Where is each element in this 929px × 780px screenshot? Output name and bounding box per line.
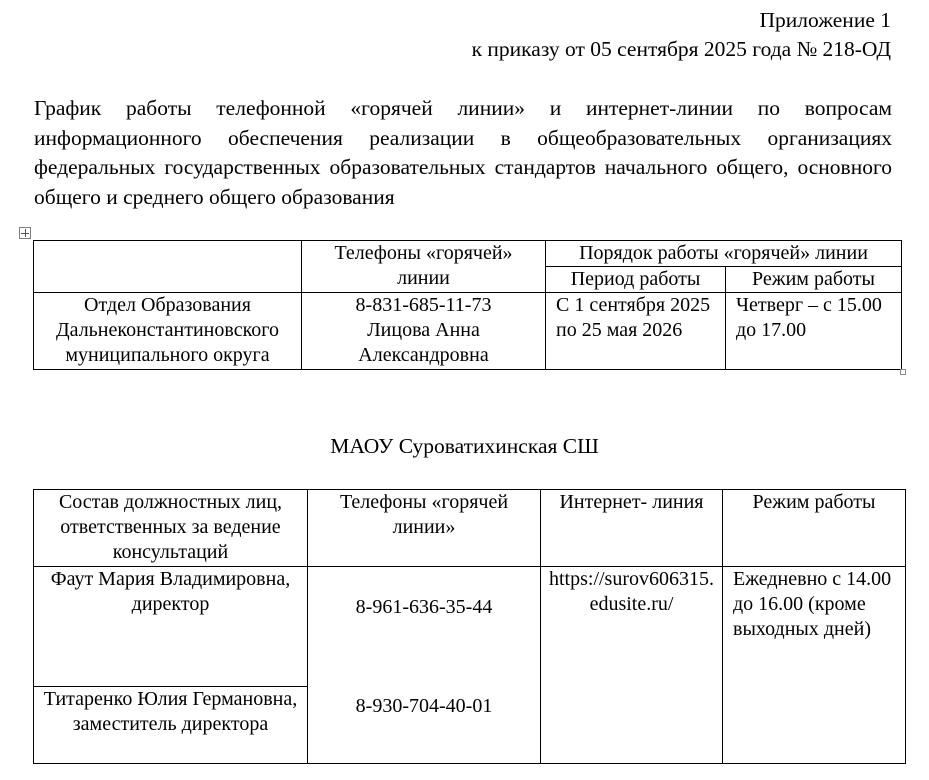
table2-mode-cell: Ежедневно с 14.00 до 16.00 (кроме выходных дней) bbox=[723, 567, 906, 764]
table2-phones-cell bbox=[308, 567, 541, 764]
table1-header-phones: Телефоны «горячей» линии bbox=[302, 241, 546, 293]
table1-contact-cell bbox=[302, 293, 546, 370]
table-row bbox=[34, 567, 906, 687]
school-name-heading: МАОУ Суроватихинская СШ bbox=[330, 434, 599, 458]
table-move-handle-icon[interactable] bbox=[19, 227, 31, 239]
appendix-title: Приложение 1 bbox=[759, 8, 891, 32]
school-hotline-table bbox=[33, 489, 906, 764]
table2-header-mode: Режим работы bbox=[723, 490, 906, 567]
table2-header-internet: Интернет- линия bbox=[541, 490, 723, 567]
hotline-schedule-table bbox=[33, 240, 902, 370]
table2-phone-1: 8-961-636-35-44 bbox=[355, 596, 493, 618]
table1-header-empty bbox=[34, 241, 302, 293]
table1-phone: 8-831-685-11-73 bbox=[355, 294, 492, 316]
table-resize-handle-icon[interactable] bbox=[900, 369, 906, 375]
table1-mode-cell: Четверг – с 15.00 до 17.00 bbox=[726, 293, 902, 370]
table1-header-order: Порядок работы «горячей» линии bbox=[546, 241, 902, 267]
table1-person: Лицова Анна Александровна bbox=[358, 319, 489, 366]
appendix-order-ref: к приказу от 05 сентября 2025 года № 218-ОД bbox=[471, 37, 891, 61]
table2-internet-link[interactable]: https://surov606315.edusite.ru/ bbox=[541, 567, 723, 764]
table1-header-mode: Режим работы bbox=[726, 267, 902, 293]
appendix-header bbox=[472, 6, 891, 64]
table1-org-cell: Отдел Образования Дальнеконстантиновского муниципального округа bbox=[34, 293, 302, 370]
table2-person-1: Фаут Мария Владимировна, директор bbox=[34, 567, 308, 687]
table-row bbox=[34, 293, 902, 370]
table2-header-staff: Состав должностных лиц, ответственных за ведение консультаций bbox=[34, 490, 308, 567]
table1-header-period: Период работы bbox=[546, 267, 726, 293]
document-title: График работы телефонной «горячей линии» и интернет-линии по вопросам информационного обеспечения реализации в общеобразовательных организациях федеральных государственных образовательных стандартов начального общего, основного общего и среднего общего образования bbox=[34, 96, 892, 209]
table2-person-2: Титаренко Юлия Германовна, заместитель директора bbox=[34, 687, 308, 764]
table2-header-phones: Телефоны «горячей линии» bbox=[308, 490, 541, 567]
table2-phone-2: 8-930-704-40-01 bbox=[355, 695, 493, 717]
table1-period-cell: С 1 сентября 2025 по 25 мая 2026 bbox=[546, 293, 726, 370]
